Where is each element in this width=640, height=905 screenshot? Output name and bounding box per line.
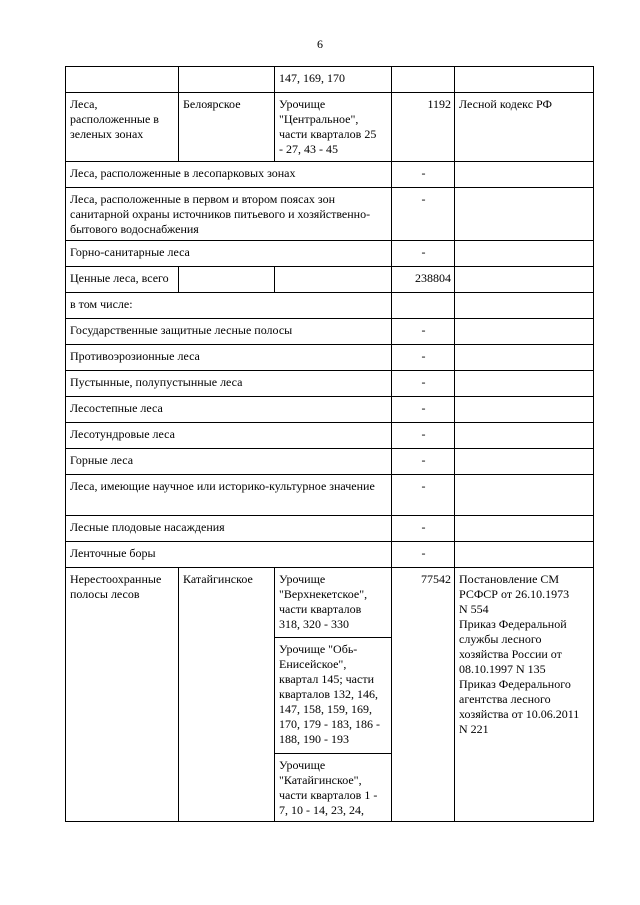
- table-row: [66, 162, 594, 188]
- category-cell: Ленточные боры: [66, 542, 392, 568]
- area-cell: -: [392, 188, 455, 241]
- basis-text: Приказ Федерального агентства лесного хозяйства от 10.06.2011 N 221: [459, 677, 580, 736]
- category-cell: Лесостепные леса: [66, 397, 392, 423]
- category-cell: Леса, расположенные в лесопарковых зонах: [66, 162, 392, 188]
- area-cell: -: [392, 162, 455, 188]
- table-row: [66, 241, 594, 267]
- table-row: [66, 423, 594, 449]
- basis-cell: [455, 568, 594, 822]
- area-cell: -: [392, 542, 455, 568]
- category-cell: Горные леса: [66, 449, 392, 475]
- table-row: [66, 267, 594, 293]
- area-cell: -: [392, 371, 455, 397]
- category-cell: Нерестоохранные полосы лесов: [66, 568, 179, 822]
- area-cell: -: [392, 397, 455, 423]
- table-row: [66, 475, 594, 516]
- location-cell: Урочище "Центральное", части кварталов 25 - 27, 43 - 45: [275, 93, 392, 162]
- area-cell: 1192: [392, 93, 455, 162]
- forestry-cell: Белоярское: [179, 93, 275, 162]
- table-row: [66, 93, 594, 162]
- basis-text: Приказ Федеральной службы лесного хозяйства России от 08.10.1997 N 135: [459, 617, 567, 676]
- location-cell: Урочище "Обь- Енисейское", квартал 145; части кварталов 132, 146, 147, 158, 159, 169, 170, 179 - 183, 186 - 188, 190 - 193: [275, 638, 392, 754]
- area-cell: -: [392, 241, 455, 267]
- area-cell: -: [392, 449, 455, 475]
- category-cell: Лесные плодовые насаждения: [66, 516, 392, 542]
- area-cell: -: [392, 475, 455, 516]
- category-cell: Леса, имеющие научное или историко-культурное значение: [66, 475, 392, 516]
- category-cell: в том числе:: [66, 293, 392, 319]
- location-cell: Урочище "Верхнекетское", части кварталов 318, 320 - 330: [275, 568, 392, 638]
- forest-table: [65, 66, 594, 822]
- forestry-cell: Катайгинское: [179, 568, 275, 822]
- area-cell: 238804: [392, 267, 455, 293]
- basis-cell: Лесной кодекс РФ: [455, 93, 594, 162]
- table-row: [66, 568, 594, 638]
- table-row: [66, 397, 594, 423]
- table-row: [66, 293, 594, 319]
- table-row: [66, 67, 594, 93]
- category-cell: Государственные защитные лесные полосы: [66, 319, 392, 345]
- table-row: [66, 516, 594, 542]
- category-cell: Пустынные, полупустынные леса: [66, 371, 392, 397]
- category-cell: Ценные леса, всего: [66, 267, 179, 293]
- category-cell: Лесотундровые леса: [66, 423, 392, 449]
- table-row: [66, 345, 594, 371]
- table-row: [66, 542, 594, 568]
- area-cell: 77542: [392, 568, 455, 822]
- category-cell: Леса, расположенные в первом и втором поясах зон санитарной охраны источников питьевого и хозяйственно-бытового водоснабжения: [66, 188, 392, 241]
- area-cell: -: [392, 516, 455, 542]
- page-number: 6: [317, 37, 323, 51]
- category-cell: Горно-санитарные леса: [66, 241, 392, 267]
- area-cell: -: [392, 423, 455, 449]
- area-cell: -: [392, 345, 455, 371]
- location-cell: 147, 169, 170: [275, 67, 392, 93]
- location-cell: Урочище "Катайгинское", части кварталов 1 - 7, 10 - 14, 23, 24,: [275, 754, 392, 822]
- table-row: [66, 319, 594, 345]
- category-cell: Противоэрозионные леса: [66, 345, 392, 371]
- table-row: [66, 188, 594, 241]
- category-cell: Леса, расположенные в зеленых зонах: [66, 93, 179, 162]
- table-row: [66, 371, 594, 397]
- area-cell: -: [392, 319, 455, 345]
- basis-text: Постановление СМ РСФСР от 26.10.1973 N 554: [459, 572, 570, 616]
- table-row: [66, 449, 594, 475]
